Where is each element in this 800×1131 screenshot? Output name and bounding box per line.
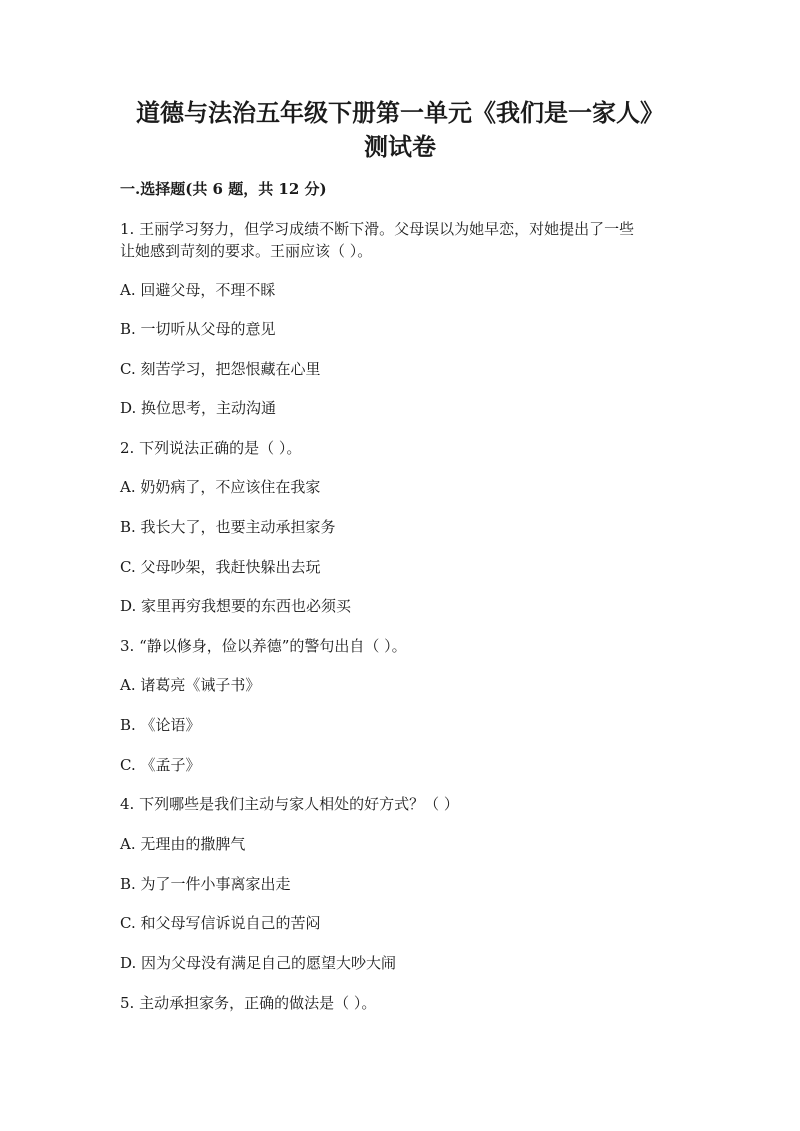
question-4-option-d: D. 因为父母没有满足自己的愿望大吵大闹: [120, 954, 397, 972]
question-3-stem: 3. “静以修身，俭以养德”的警句出自（ ）。: [120, 637, 407, 655]
question-1-stem-line2: 让她感到苛刻的要求。王丽应该（ ）。: [120, 242, 373, 260]
question-3-option-b: B. 《论语》: [120, 716, 201, 734]
question-2-option-b: B. 我长大了，也要主动承担家务: [120, 518, 336, 536]
question-3-option-a: A. 诸葛亮《诫子书》: [120, 676, 261, 694]
document-title-line2: 测试卷: [364, 132, 436, 161]
question-1-option-b: B. 一切听从父母的意见: [120, 320, 276, 338]
question-2-stem: 2. 下列说法正确的是（ ）。: [120, 439, 302, 457]
question-2-option-c: C. 父母吵架，我赶快躲出去玩: [120, 558, 321, 576]
question-1-stem-line1: 1. 王丽学习努力，但学习成绩不断下滑。父母误以为她早恋，对她提出了一些: [120, 220, 635, 238]
question-4-stem: 4. 下列哪些是我们主动与家人相处的好方式？（ ）: [120, 795, 459, 813]
question-1-option-a: A. 回避父母，不理不睬: [120, 281, 276, 299]
section-heading: 一.选择题(共 6 题，共 12 分): [120, 180, 327, 198]
question-1-option-c: C. 刻苦学习，把怨恨藏在心里: [120, 360, 321, 378]
question-5-stem: 5. 主动承担家务，正确的做法是（ ）。: [120, 994, 377, 1012]
question-3-option-c: C. 《孟子》: [120, 756, 201, 774]
question-4-option-a: A. 无理由的撒脾气: [120, 835, 246, 853]
question-2-option-d: D. 家里再穷我想要的东西也必须买: [120, 597, 352, 615]
question-4-option-c: C. 和父母写信诉说自己的苦闷: [120, 914, 321, 932]
question-4-option-b: B. 为了一件小事离家出走: [120, 875, 291, 893]
document-title-line1: 道德与法治五年级下册第一单元《我们是一家人》: [136, 98, 664, 127]
question-2-option-a: A. 奶奶病了，不应该住在我家: [120, 478, 321, 496]
question-1-option-d: D. 换位思考，主动沟通: [120, 399, 277, 417]
